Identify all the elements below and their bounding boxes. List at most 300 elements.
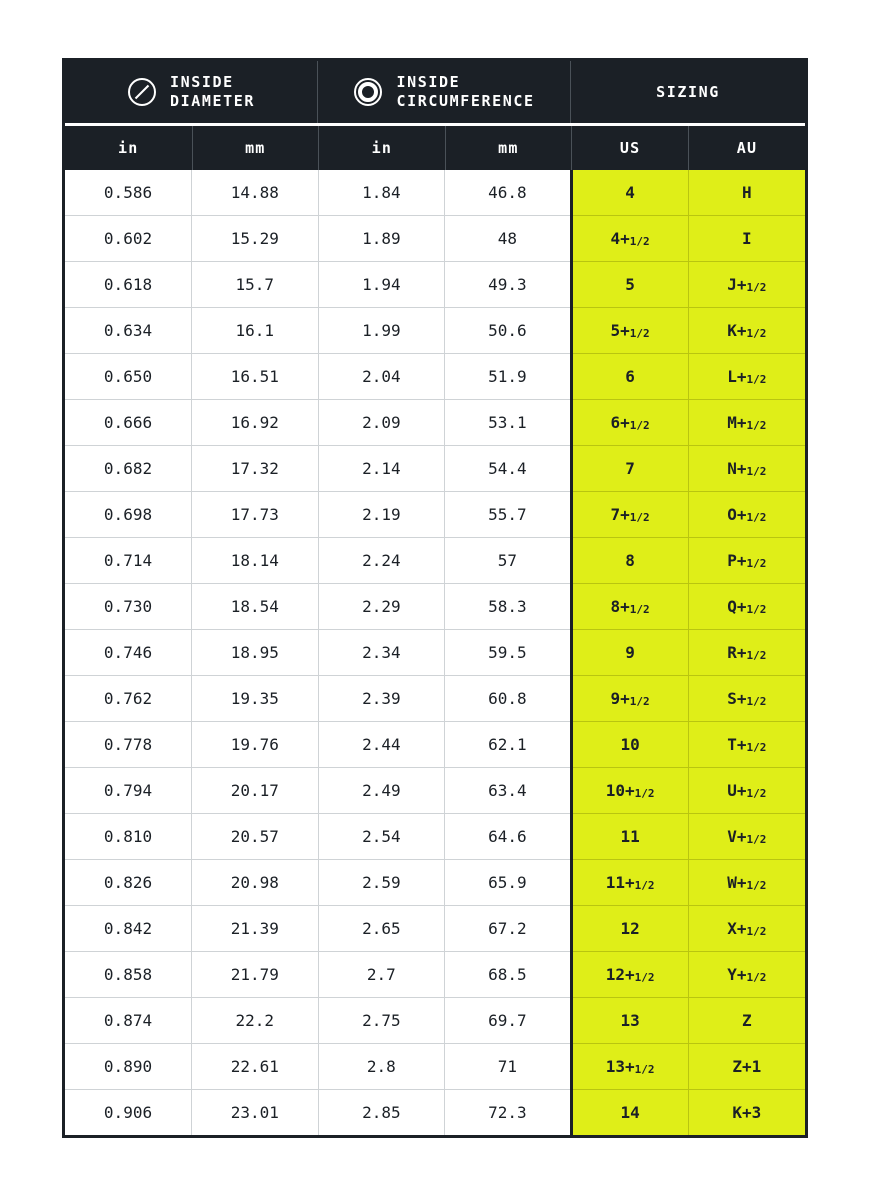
cell-diameter-in [65, 768, 192, 814]
cell-diameter-in [65, 814, 192, 860]
cell-diameter-in [65, 262, 192, 308]
cell-circumference-mm-value: 63.4 [488, 781, 527, 800]
cell-diameter-in-value: 0.698 [103, 505, 153, 524]
cell-circumference-mm-value: 49.3 [488, 275, 527, 294]
cell-circumference-in [318, 860, 445, 906]
cell-circumference-in-value: 2.54 [362, 827, 401, 846]
cell-diameter-in-value: 0.714 [103, 551, 153, 570]
cell-diameter-in [65, 676, 192, 722]
cell-size-au-fraction: 1/2 [746, 925, 767, 938]
cell-circumference-in [318, 446, 445, 492]
cell-size-au-value: L+ [727, 367, 747, 386]
cell-size-us [571, 676, 688, 722]
cell-circumference-in [318, 952, 445, 998]
cell-diameter-in-value: 0.906 [103, 1103, 153, 1122]
cell-circumference-mm [445, 814, 572, 860]
cell-circumference-in-value: 1.84 [362, 183, 401, 202]
cell-size-us-value: 12 [620, 919, 640, 938]
cell-diameter-in-value: 0.634 [103, 321, 153, 340]
cell-diameter-mm [192, 906, 319, 952]
cell-circumference-mm-value: 48 [497, 229, 517, 248]
cell-circumference-mm [445, 262, 572, 308]
cell-circumference-in [318, 676, 445, 722]
table-row [65, 584, 805, 630]
table-body [65, 170, 805, 1135]
table-row [65, 998, 805, 1044]
cell-circumference-in-value: 2.29 [362, 597, 401, 616]
table-row [65, 768, 805, 814]
cell-diameter-in [65, 354, 192, 400]
cell-circumference-in-value: 1.94 [362, 275, 401, 294]
cell-size-au [688, 262, 805, 308]
cell-diameter-mm-value: 14.88 [230, 183, 279, 202]
cell-size-au [688, 170, 805, 216]
cell-circumference-in-value: 2.85 [362, 1103, 401, 1122]
cell-size-us-value: 11+ [605, 873, 635, 892]
cell-size-au-fraction: 1/2 [746, 557, 767, 570]
table-row [65, 906, 805, 952]
cell-size-au-value: R+ [727, 643, 747, 662]
cell-diameter-mm [192, 446, 319, 492]
cell-diameter-in-value: 0.858 [103, 965, 153, 984]
cell-size-au-value: X+ [727, 919, 747, 938]
cell-size-au [688, 906, 805, 952]
cell-diameter-in [65, 1090, 192, 1136]
cell-size-au-fraction: 1/2 [746, 695, 767, 708]
cell-diameter-in [65, 170, 192, 216]
cell-circumference-in-value: 2.34 [362, 643, 401, 662]
cell-circumference-mm [445, 860, 572, 906]
cell-circumference-in-value: 2.09 [362, 413, 401, 432]
cell-diameter-mm [192, 998, 319, 1044]
cell-diameter-in-value: 0.650 [103, 367, 153, 386]
cell-diameter-in [65, 630, 192, 676]
cell-diameter-in [65, 308, 192, 354]
cell-circumference-in [318, 998, 445, 1044]
cell-circumference-in [318, 1090, 445, 1136]
cell-diameter-in-value: 0.586 [103, 183, 153, 202]
cell-size-us [571, 354, 688, 400]
cell-circumference-in [318, 722, 445, 768]
cell-diameter-mm [192, 768, 319, 814]
cell-circumference-mm [445, 1044, 572, 1090]
cell-circumference-mm-value: 68.5 [488, 965, 527, 984]
cell-diameter-in [65, 952, 192, 998]
cell-circumference-mm [445, 906, 572, 952]
cell-size-au-value: H [741, 183, 752, 202]
table-row [65, 400, 805, 446]
cell-circumference-mm [445, 768, 572, 814]
table-row [65, 952, 805, 998]
cell-size-au-value: V+ [727, 827, 747, 846]
cell-diameter-in-value: 0.618 [103, 275, 153, 294]
cell-circumference-mm-value: 62.1 [488, 735, 527, 754]
cell-size-us [571, 170, 688, 216]
cell-size-us-fraction: 1/2 [634, 1063, 655, 1076]
cell-circumference-mm-value: 59.5 [488, 643, 527, 662]
cell-diameter-in [65, 492, 192, 538]
cell-size-us-fraction: 1/2 [634, 787, 655, 800]
cell-size-au-fraction: 1/2 [746, 511, 767, 524]
cell-diameter-in-value: 0.874 [103, 1011, 153, 1030]
cell-size-us-value: 6+ [610, 413, 630, 432]
cell-circumference-in [318, 1044, 445, 1090]
table-row [65, 446, 805, 492]
cell-diameter-mm [192, 584, 319, 630]
cell-size-au-value: K+3 [732, 1103, 762, 1122]
cell-size-us-fraction: 1/2 [629, 327, 650, 340]
cell-diameter-mm-value: 18.95 [230, 643, 279, 662]
cell-size-au [688, 722, 805, 768]
cell-circumference-mm-value: 46.8 [488, 183, 527, 202]
cell-diameter-in-value: 0.842 [103, 919, 153, 938]
cell-diameter-mm-value: 21.39 [230, 919, 279, 938]
cell-circumference-mm-value: 54.4 [488, 459, 527, 478]
cell-size-us-value: 9+ [610, 689, 630, 708]
table-row [65, 676, 805, 722]
table-row [65, 814, 805, 860]
column-header-us: US [571, 126, 688, 170]
cell-diameter-mm-value: 16.92 [230, 413, 279, 432]
cell-circumference-mm [445, 308, 572, 354]
cell-size-us-fraction: 1/2 [629, 235, 650, 248]
cell-size-us [571, 906, 688, 952]
table-row [65, 722, 805, 768]
cell-circumference-in [318, 814, 445, 860]
cell-circumference-in [318, 400, 445, 446]
cell-diameter-mm [192, 814, 319, 860]
table-row [65, 538, 805, 584]
cell-size-au [688, 630, 805, 676]
cell-circumference-in-value: 2.8 [366, 1057, 396, 1076]
cell-size-au-value: T+ [727, 735, 747, 754]
cell-size-us [571, 952, 688, 998]
cell-size-us-value: 10+ [605, 781, 635, 800]
cell-size-us [571, 722, 688, 768]
cell-size-au-value: S+ [727, 689, 747, 708]
cell-size-au [688, 860, 805, 906]
cell-diameter-mm-value: 19.35 [230, 689, 279, 708]
cell-size-us-value: 4 [625, 183, 635, 202]
column-header-diameter-mm: mm [192, 126, 319, 170]
cell-size-au-value: J+ [727, 275, 747, 294]
cell-size-us [571, 492, 688, 538]
cell-size-au-fraction: 1/2 [746, 833, 767, 846]
table-column-header-row [65, 126, 805, 170]
cell-diameter-mm [192, 400, 319, 446]
cell-diameter-mm [192, 1044, 319, 1090]
cell-diameter-mm-value: 15.29 [230, 229, 279, 248]
group-header-inside-circumference-label: INSIDE CIRCUMFERENCE [396, 73, 535, 110]
cell-size-us-value: 7+ [610, 505, 630, 524]
cell-size-us-value: 5+ [610, 321, 630, 340]
cell-size-au-fraction: 1/2 [746, 879, 767, 892]
cell-size-au-value: W+ [727, 873, 747, 892]
cell-circumference-mm [445, 446, 572, 492]
cell-size-us-fraction: 1/2 [629, 511, 650, 524]
cell-size-au-value: P+ [727, 551, 747, 570]
cell-size-au [688, 446, 805, 492]
cell-circumference-in [318, 584, 445, 630]
cell-circumference-mm-value: 69.7 [488, 1011, 527, 1030]
cell-diameter-mm [192, 1090, 319, 1136]
table-row [65, 216, 805, 262]
cell-size-au-fraction: 1/2 [746, 373, 767, 386]
ring-circumference-icon [353, 77, 383, 107]
cell-size-au-value: Q+ [727, 597, 747, 616]
cell-size-us [571, 998, 688, 1044]
cell-size-us-fraction: 1/2 [629, 695, 650, 708]
cell-diameter-in [65, 216, 192, 262]
cell-diameter-in [65, 998, 192, 1044]
cell-size-us [571, 630, 688, 676]
cell-size-au [688, 952, 805, 998]
cell-circumference-in-value: 2.24 [362, 551, 401, 570]
cell-size-au [688, 492, 805, 538]
cell-diameter-in-value: 0.682 [103, 459, 153, 478]
table-row [65, 860, 805, 906]
cell-circumference-in [318, 308, 445, 354]
cell-diameter-mm [192, 308, 319, 354]
cell-size-au-fraction: 1/2 [746, 741, 767, 754]
cell-size-au-value: Z [741, 1011, 752, 1030]
cell-diameter-in [65, 906, 192, 952]
cell-size-us [571, 538, 688, 584]
cell-size-au [688, 308, 805, 354]
cell-size-us-value: 11 [620, 827, 640, 846]
cell-size-us [571, 400, 688, 446]
cell-circumference-mm-value: 64.6 [488, 827, 527, 846]
cell-circumference-in [318, 216, 445, 262]
cell-circumference-in-value: 2.39 [362, 689, 401, 708]
cell-size-us [571, 1044, 688, 1090]
cell-diameter-in [65, 1044, 192, 1090]
cell-size-us-fraction: 1/2 [629, 419, 650, 432]
table-row [65, 492, 805, 538]
cell-size-au-fraction: 1/2 [746, 603, 767, 616]
cell-diameter-mm-value: 20.17 [230, 781, 279, 800]
table-row [65, 1044, 805, 1090]
cell-size-us-fraction: 1/2 [634, 971, 655, 984]
cell-circumference-mm [445, 400, 572, 446]
cell-size-us [571, 308, 688, 354]
cell-diameter-mm [192, 676, 319, 722]
table-row [65, 170, 805, 216]
cell-diameter-mm-value: 22.2 [235, 1011, 275, 1030]
column-header-circumference-in: in [318, 126, 445, 170]
cell-size-us [571, 584, 688, 630]
cell-size-au-value: Z+1 [732, 1057, 762, 1076]
cell-circumference-in [318, 768, 445, 814]
cell-size-us-value: 4+ [610, 229, 630, 248]
cell-diameter-mm [192, 262, 319, 308]
group-header-inside-circumference [318, 61, 571, 123]
cell-diameter-in [65, 860, 192, 906]
cell-circumference-mm-value: 72.3 [488, 1103, 527, 1122]
cell-diameter-mm-value: 23.01 [230, 1103, 279, 1122]
cell-circumference-in-value: 2.19 [362, 505, 401, 524]
cell-diameter-in-value: 0.730 [103, 597, 153, 616]
cell-diameter-in-value: 0.602 [103, 229, 153, 248]
cell-diameter-in [65, 446, 192, 492]
group-header-inside-diameter [65, 61, 318, 123]
table-row [65, 1090, 805, 1136]
cell-circumference-mm [445, 676, 572, 722]
cell-size-au [688, 1044, 805, 1090]
cell-circumference-mm-value: 55.7 [488, 505, 527, 524]
cell-size-us [571, 262, 688, 308]
cell-circumference-in-value: 2.75 [362, 1011, 401, 1030]
cell-circumference-in-value: 2.04 [362, 367, 401, 386]
cell-circumference-mm [445, 998, 572, 1044]
cell-diameter-in-value: 0.746 [103, 643, 153, 662]
cell-diameter-in-value: 0.666 [103, 413, 153, 432]
table-row [65, 354, 805, 400]
cell-diameter-mm [192, 722, 319, 768]
cell-circumference-in [318, 170, 445, 216]
cell-size-au-fraction: 1/2 [746, 465, 767, 478]
cell-diameter-mm [192, 216, 319, 262]
cell-size-us-value: 6 [625, 367, 635, 386]
cell-circumference-mm [445, 538, 572, 584]
cell-diameter-mm [192, 952, 319, 998]
cell-diameter-in-value: 0.794 [103, 781, 153, 800]
cell-size-us [571, 860, 688, 906]
ring-size-table [65, 61, 805, 1135]
cell-size-us-value: 14 [620, 1103, 640, 1122]
cell-circumference-in-value: 2.65 [362, 919, 401, 938]
group-header-inside-diameter-label: INSIDE DIAMETER [170, 73, 256, 110]
cell-diameter-mm-value: 16.51 [230, 367, 279, 386]
cell-circumference-mm [445, 952, 572, 998]
cell-size-us-fraction: 1/2 [629, 603, 650, 616]
cell-circumference-mm-value: 71 [497, 1057, 517, 1076]
cell-size-au-value: Y+ [727, 965, 747, 984]
cell-circumference-mm [445, 216, 572, 262]
cell-circumference-mm-value: 57 [497, 551, 517, 570]
cell-size-us [571, 768, 688, 814]
cell-size-us-value: 12+ [605, 965, 635, 984]
cell-circumference-in-value: 2.59 [362, 873, 401, 892]
cell-diameter-in [65, 584, 192, 630]
cell-size-au [688, 584, 805, 630]
cell-circumference-in-value: 1.99 [362, 321, 401, 340]
cell-diameter-mm-value: 18.14 [230, 551, 279, 570]
cell-size-us-value: 8+ [610, 597, 630, 616]
cell-size-au-value: N+ [727, 459, 747, 478]
cell-circumference-mm-value: 50.6 [488, 321, 527, 340]
table-group-header-row [65, 61, 805, 123]
cell-diameter-in-value: 0.762 [103, 689, 153, 708]
cell-circumference-mm [445, 630, 572, 676]
column-header-au: AU [688, 126, 805, 170]
cell-size-au [688, 354, 805, 400]
table-row [65, 308, 805, 354]
cell-size-us [571, 814, 688, 860]
cell-size-au-value: I [741, 229, 752, 248]
cell-circumference-in [318, 630, 445, 676]
cell-circumference-in-value: 2.49 [362, 781, 401, 800]
cell-size-au-fraction: 1/2 [746, 649, 767, 662]
cell-circumference-in [318, 906, 445, 952]
cell-diameter-mm [192, 170, 319, 216]
cell-circumference-mm-value: 51.9 [488, 367, 527, 386]
table-row [65, 262, 805, 308]
cell-size-us [571, 1090, 688, 1136]
cell-diameter-in-value: 0.810 [103, 827, 153, 846]
cell-circumference-mm [445, 722, 572, 768]
cell-circumference-mm [445, 492, 572, 538]
cell-circumference-mm [445, 170, 572, 216]
cell-size-au-fraction: 1/2 [746, 787, 767, 800]
cell-diameter-mm-value: 16.1 [235, 321, 275, 340]
cell-size-us-value: 7 [625, 459, 635, 478]
table-row [65, 630, 805, 676]
cell-size-au-value: K+ [727, 321, 747, 340]
cell-diameter-mm-value: 19.76 [230, 735, 279, 754]
cell-size-us [571, 216, 688, 262]
cell-size-au [688, 998, 805, 1044]
cell-circumference-in-value: 2.44 [362, 735, 401, 754]
cell-size-au [688, 400, 805, 446]
cell-diameter-mm-value: 22.61 [230, 1057, 279, 1076]
cell-diameter-mm-value: 21.79 [230, 965, 279, 984]
cell-diameter-mm-value: 20.57 [230, 827, 279, 846]
cell-size-au [688, 768, 805, 814]
cell-size-au [688, 216, 805, 262]
cell-circumference-in-value: 1.89 [362, 229, 401, 248]
ring-size-table-container [62, 58, 808, 1138]
cell-size-us-value: 8 [625, 551, 635, 570]
cell-circumference-in-value: 2.14 [362, 459, 401, 478]
cell-circumference-mm-value: 65.9 [488, 873, 527, 892]
cell-size-au [688, 676, 805, 722]
cell-circumference-mm-value: 53.1 [488, 413, 527, 432]
cell-size-us [571, 446, 688, 492]
cell-size-us-value: 5 [625, 275, 635, 294]
cell-diameter-mm-value: 15.7 [235, 275, 275, 294]
cell-diameter-mm [192, 630, 319, 676]
cell-circumference-in [318, 354, 445, 400]
cell-diameter-mm [192, 492, 319, 538]
cell-diameter-in [65, 722, 192, 768]
cell-circumference-in [318, 492, 445, 538]
cell-circumference-in [318, 262, 445, 308]
cell-circumference-mm [445, 1090, 572, 1136]
cell-diameter-mm-value: 17.32 [230, 459, 279, 478]
cell-diameter-mm [192, 538, 319, 584]
column-header-circumference-mm: mm [445, 126, 572, 170]
cell-circumference-mm [445, 584, 572, 630]
cell-size-us-value: 13+ [605, 1057, 635, 1076]
cell-circumference-mm-value: 67.2 [488, 919, 527, 938]
cell-size-au-fraction: 1/2 [746, 327, 767, 340]
group-header-sizing [571, 61, 805, 123]
cell-size-us-fraction: 1/2 [634, 879, 655, 892]
cell-size-au-value: M+ [727, 413, 747, 432]
cell-diameter-mm-value: 17.73 [230, 505, 279, 524]
cell-circumference-in [318, 538, 445, 584]
cell-diameter-in-value: 0.778 [103, 735, 153, 754]
cell-size-au-value: O+ [727, 505, 747, 524]
cell-size-au-value: U+ [727, 781, 747, 800]
group-header-sizing-label: SIZING [656, 82, 720, 101]
cell-circumference-in-value: 2.7 [366, 965, 396, 984]
cell-diameter-mm [192, 860, 319, 906]
cell-size-au-fraction: 1/2 [746, 971, 767, 984]
cell-diameter-in-value: 0.890 [103, 1057, 153, 1076]
cell-size-au [688, 1090, 805, 1136]
